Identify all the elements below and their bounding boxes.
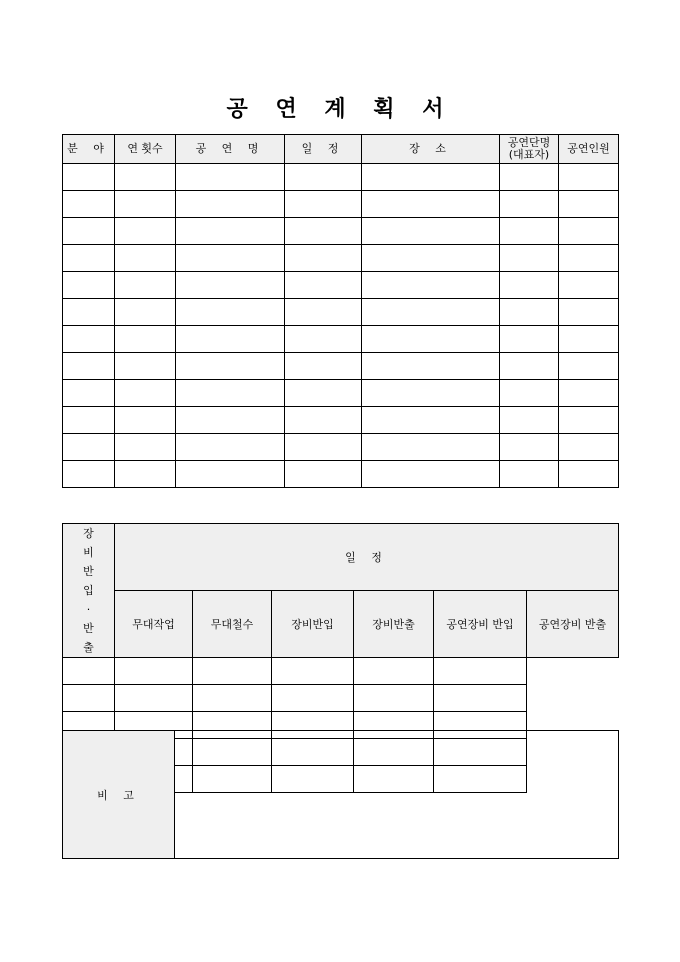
table-row [63, 407, 619, 434]
side-label-char: · [86, 603, 91, 616]
table-cell[interactable] [362, 326, 500, 353]
table-cell[interactable] [285, 461, 362, 488]
table-cell[interactable] [559, 326, 619, 353]
table-cell[interactable] [63, 461, 115, 488]
table-cell[interactable] [362, 407, 500, 434]
table-cell[interactable] [176, 353, 285, 380]
table-cell[interactable] [176, 461, 285, 488]
table-cell[interactable] [285, 353, 362, 380]
table-cell[interactable] [559, 272, 619, 299]
table-cell[interactable] [434, 658, 527, 685]
schedule-header: 일 정 [115, 524, 619, 591]
table-cell[interactable] [193, 658, 272, 685]
table-cell[interactable] [115, 685, 193, 712]
table-cell[interactable] [115, 191, 176, 218]
side-label-char: 비 [83, 546, 94, 559]
table-cell[interactable] [362, 191, 500, 218]
table-row [63, 272, 619, 299]
table-cell[interactable] [63, 353, 115, 380]
table-cell[interactable] [500, 461, 559, 488]
table-cell[interactable] [285, 407, 362, 434]
table-cell[interactable] [362, 218, 500, 245]
header-performance-name: 공 연 명 [176, 135, 285, 164]
table-row [63, 658, 619, 685]
table-cell[interactable] [500, 299, 559, 326]
table-cell[interactable] [176, 299, 285, 326]
performance-plan-table [62, 134, 619, 488]
table-cell[interactable] [63, 326, 115, 353]
table-cell[interactable] [500, 380, 559, 407]
table-cell[interactable] [285, 218, 362, 245]
table-cell[interactable] [500, 218, 559, 245]
table-cell[interactable] [285, 434, 362, 461]
table-cell[interactable] [362, 164, 500, 191]
side-label-char: 입 [83, 584, 94, 597]
table-cell[interactable] [362, 461, 500, 488]
table-cell[interactable] [115, 434, 176, 461]
side-label-char: 반 [83, 622, 94, 635]
table-row [63, 353, 619, 380]
table-cell[interactable] [63, 272, 115, 299]
table-cell[interactable] [285, 191, 362, 218]
remarks-table [62, 730, 619, 859]
table-row [63, 434, 619, 461]
table-cell[interactable] [500, 164, 559, 191]
equipment-column-header-row [63, 591, 619, 658]
table-row [63, 299, 619, 326]
table-cell[interactable] [559, 380, 619, 407]
header-field: 분 야 [63, 135, 115, 164]
header-troupe-name: 공연단명 (대표자) [500, 135, 559, 164]
table-cell[interactable] [193, 685, 272, 712]
table-cell[interactable] [500, 353, 559, 380]
table-cell[interactable] [559, 245, 619, 272]
table-cell[interactable] [434, 685, 527, 712]
table-cell[interactable] [285, 380, 362, 407]
table-cell[interactable] [500, 191, 559, 218]
table-cell[interactable] [272, 685, 354, 712]
table-cell[interactable] [176, 380, 285, 407]
table-cell[interactable] [285, 245, 362, 272]
table-cell[interactable] [559, 353, 619, 380]
table-row [63, 461, 619, 488]
table-cell[interactable] [176, 272, 285, 299]
table-row [63, 191, 619, 218]
table-cell[interactable] [115, 658, 193, 685]
table-cell[interactable] [559, 407, 619, 434]
side-label-char: 출 [83, 641, 94, 654]
table-cell[interactable] [362, 380, 500, 407]
table-row [63, 218, 619, 245]
table-cell[interactable] [176, 164, 285, 191]
table-row [63, 326, 619, 353]
table-cell[interactable] [176, 245, 285, 272]
table-cell[interactable] [115, 461, 176, 488]
table-cell[interactable] [362, 434, 500, 461]
table-cell[interactable] [559, 461, 619, 488]
table-cell[interactable] [63, 218, 115, 245]
table-row [63, 685, 619, 712]
table-cell[interactable] [115, 326, 176, 353]
equipment-column-header: 장비반출 [354, 591, 434, 658]
table-cell[interactable] [176, 218, 285, 245]
table-cell[interactable] [115, 380, 176, 407]
table-cell[interactable] [176, 434, 285, 461]
table-cell[interactable] [362, 353, 500, 380]
table-row [63, 380, 619, 407]
equipment-column-header: 장비반입 [272, 591, 354, 658]
side-label-char: 반 [83, 565, 94, 578]
table-cell[interactable] [354, 685, 434, 712]
table-cell[interactable] [285, 272, 362, 299]
table-cell[interactable] [362, 299, 500, 326]
table-cell[interactable] [362, 245, 500, 272]
table-cell[interactable] [354, 658, 434, 685]
table-cell[interactable] [285, 326, 362, 353]
table-cell[interactable] [559, 218, 619, 245]
equipment-column-header: 무대철수 [193, 591, 272, 658]
table-cell[interactable] [500, 326, 559, 353]
equipment-column-header: 공연장비 반출 [527, 591, 619, 658]
table-cell[interactable] [63, 685, 115, 712]
table-cell[interactable] [285, 299, 362, 326]
page-title: 공 연 계 획 서 [226, 97, 454, 122]
table-cell[interactable] [285, 164, 362, 191]
table-cell[interactable] [63, 658, 115, 685]
header-schedule: 일 정 [285, 135, 362, 164]
table-cell[interactable] [115, 218, 176, 245]
table-cell[interactable] [176, 326, 285, 353]
remarks-content[interactable] [175, 731, 619, 859]
table-cell[interactable] [115, 407, 176, 434]
table-cell[interactable] [362, 272, 500, 299]
table-cell[interactable] [115, 353, 176, 380]
plan-header-row [63, 135, 619, 164]
table-cell[interactable] [272, 658, 354, 685]
table-cell[interactable] [63, 380, 115, 407]
header-performers: 공연인원 [559, 135, 619, 164]
table-cell[interactable] [115, 245, 176, 272]
table-cell[interactable] [115, 299, 176, 326]
table-cell[interactable] [63, 299, 115, 326]
table-cell[interactable] [176, 191, 285, 218]
table-cell[interactable] [559, 299, 619, 326]
side-label-char: 장 [83, 527, 94, 540]
table-cell[interactable] [63, 245, 115, 272]
table-cell[interactable] [559, 164, 619, 191]
table-cell[interactable] [63, 407, 115, 434]
table-cell[interactable] [500, 245, 559, 272]
table-cell[interactable] [63, 434, 115, 461]
table-cell[interactable] [559, 434, 619, 461]
table-cell[interactable] [500, 434, 559, 461]
table-cell[interactable] [115, 164, 176, 191]
table-row [63, 245, 619, 272]
table-cell[interactable] [63, 164, 115, 191]
equipment-column-header: 공연장비 반입 [434, 591, 527, 658]
table-cell[interactable] [176, 407, 285, 434]
equipment-side-label [63, 524, 115, 658]
table-cell[interactable] [115, 272, 176, 299]
table-cell[interactable] [500, 407, 559, 434]
remarks-label: 비 고 [63, 731, 175, 859]
plan-body [63, 164, 619, 488]
equipment-column-header: 무대작업 [115, 591, 193, 658]
table-cell[interactable] [500, 272, 559, 299]
header-count: 연 횟수 [115, 135, 176, 164]
header-venue: 장 소 [362, 135, 500, 164]
table-cell[interactable] [63, 191, 115, 218]
table-row [63, 164, 619, 191]
table-cell[interactable] [559, 191, 619, 218]
